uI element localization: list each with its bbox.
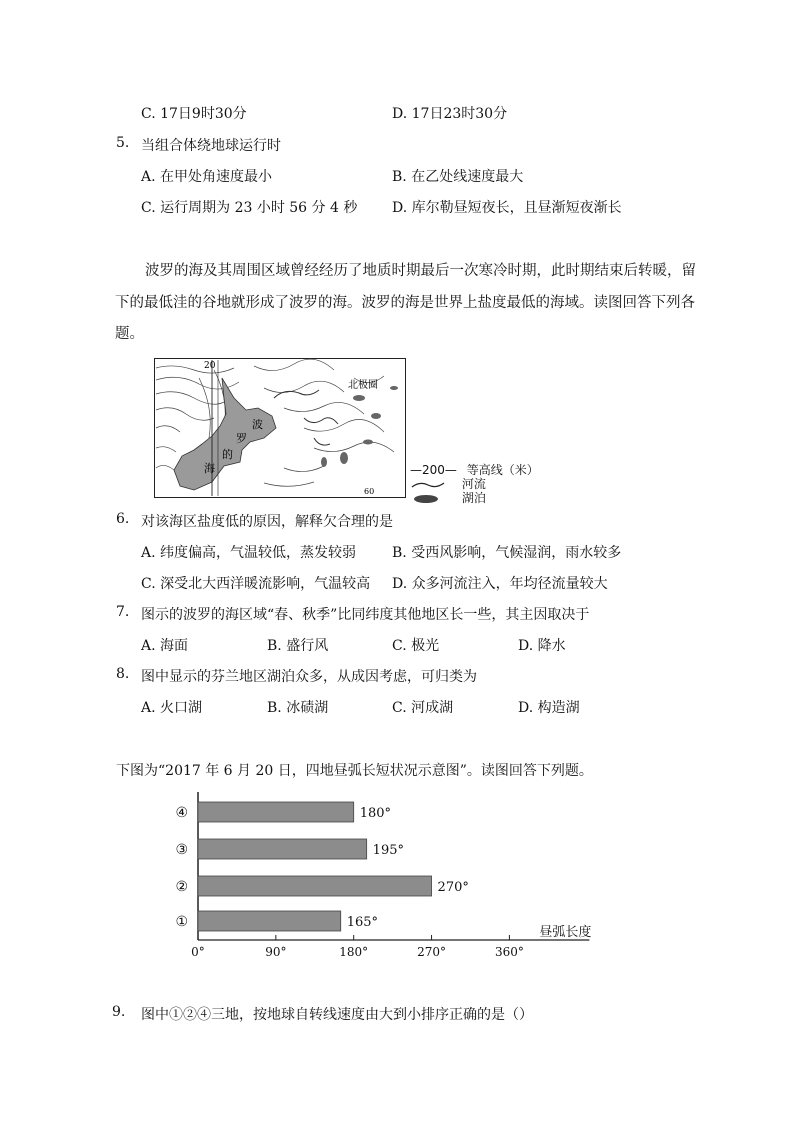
q6-option-c: C. 深受北大西洋暖流影响，气温较高 — [141, 576, 371, 592]
q9-stem: 图中①②④三地，按地球自转线速度由大到小排序正确的是（） — [141, 1007, 533, 1023]
chart-x-tick-label: 180° — [339, 945, 369, 959]
q8-option-c: C. 河成湖 — [392, 700, 454, 716]
legend-contour-symbol: —200— — [410, 463, 457, 477]
chart-category-label: ① — [175, 914, 188, 930]
q8-number: 8. — [116, 666, 130, 682]
baltic-map-figure — [154, 358, 406, 498]
map-sea-char-1: 波 — [252, 418, 263, 431]
day-arc-chart-svg — [160, 790, 610, 965]
q5-option-b: B. 在乙处线速度最大 — [392, 169, 524, 185]
map-arctic-label: 北极圈 — [348, 380, 378, 391]
map-sea-char-2: 罗 — [236, 432, 247, 445]
map-sea-char-4: 海 — [204, 462, 215, 475]
q6-option-d: D. 众多河流注入，年均径流量较大 — [392, 576, 608, 592]
q6-number: 6. — [116, 511, 130, 527]
chart-x-tick-label: 90° — [265, 945, 287, 959]
chart-data-label: 165° — [346, 915, 379, 930]
q7-option-b: B. 盛行风 — [267, 638, 329, 654]
q6-option-a: A. 纬度偏高，气温较低，蒸发较弱 — [141, 545, 357, 561]
legend-lake-text: 湖泊 — [461, 491, 486, 505]
baltic-sea-map — [154, 358, 406, 498]
chart-data-label: 195° — [372, 843, 405, 858]
chart-bar — [198, 911, 341, 931]
chart-bar — [198, 876, 432, 896]
passage1-line2: 下的最低洼的谷地就形成了波罗的海。波罗的海是世界上盐度最低的海域。读图回答下列各 — [115, 295, 695, 311]
chart-category-label: ④ — [175, 805, 188, 821]
day-arc-chart — [160, 790, 610, 965]
q7-option-a: A. 海面 — [141, 638, 189, 654]
q4-option-c: C. 17日9时30分 — [141, 106, 247, 122]
legend-river-text: 河流 — [461, 477, 486, 491]
passage1-line1: 波罗的海及其周围区域曾经经历了地质时期最后一次寒冷时期，此时期结束后转暖，留 — [145, 263, 696, 279]
q5-option-a: A. 在甲处角速度最小 — [141, 169, 273, 185]
lake-icon — [410, 494, 446, 504]
q7-option-d: D. 降水 — [518, 638, 566, 654]
chart-bar — [198, 802, 354, 822]
passage2: 下图为“2017 年 6 月 20 日，四地昼弧长短状况示意图”。读图回答下列题。 — [116, 763, 593, 779]
q8-option-b: B. 冰碛湖 — [267, 700, 329, 716]
chart-data-label: 180° — [359, 806, 392, 821]
q6-option-b: B. 受西风影响，气候湿润，雨水较多 — [392, 545, 622, 561]
q7-stem: 图示的波罗的海区域“春、秋季”比同纬度其他地区长一些，其主因取决于 — [141, 607, 590, 623]
chart-data-label: 270° — [437, 880, 469, 895]
q9-number: 9. — [112, 1004, 126, 1020]
legend-contour-text: 等高线（米） — [466, 463, 539, 477]
q6-stem: 对该海区盐度低的原因，解释欠合理的是 — [141, 514, 393, 530]
q4-option-d: D. 17日23时30分 — [392, 106, 508, 122]
chart-category-label: ② — [175, 879, 188, 895]
chart-bar — [198, 839, 367, 859]
q8-option-a: A. 火口湖 — [141, 700, 203, 716]
q5-stem: 当组合体绕地球运行时 — [141, 138, 281, 154]
q7-option-c: C. 极光 — [392, 638, 440, 654]
q8-option-d: D. 构造湖 — [518, 700, 580, 716]
river-icon — [410, 480, 446, 490]
chart-x-axis-label: 昼弧长度 — [539, 925, 592, 940]
q7-number: 7. — [116, 604, 130, 620]
legend-lake — [410, 489, 486, 506]
map-lat-label: 20 — [204, 361, 216, 371]
q8-stem: 图中显示的芬兰地区湖泊众多，从成因考虑，可归类为 — [141, 669, 477, 685]
chart-category-label: ③ — [175, 842, 188, 858]
q5-number: 5. — [116, 135, 130, 151]
chart-x-tick-label: 360° — [494, 945, 524, 959]
map-sea-char-3: 的 — [222, 448, 233, 461]
chart-x-tick-label: 0° — [191, 945, 205, 959]
q5-option-c: C. 运行周期为 23 小时 56 分 4 秒 — [141, 200, 358, 216]
chart-x-tick-label: 270° — [417, 945, 447, 959]
map-lon-label: 60 — [364, 487, 375, 496]
passage1-line3: 题。 — [115, 326, 144, 342]
q5-option-d: D. 库尔勒昼短夜长，且昼渐短夜渐长 — [392, 200, 622, 216]
